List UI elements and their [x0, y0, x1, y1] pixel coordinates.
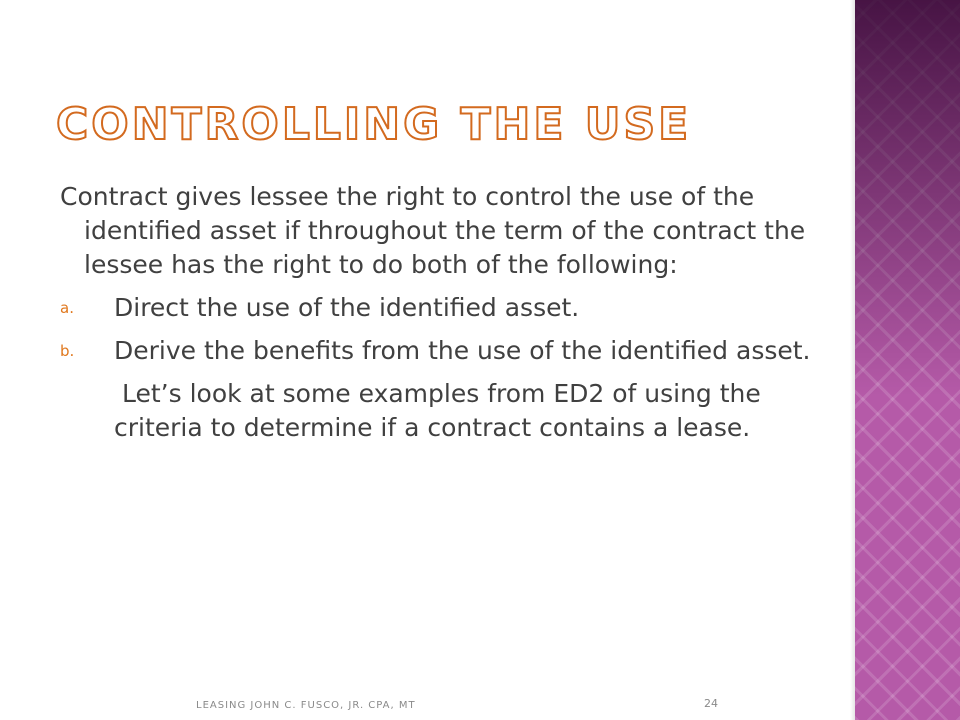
decorative-side-band	[855, 0, 960, 720]
page-number: 24	[704, 697, 718, 710]
intro-paragraph: Contract gives lessee the right to control the use of the identified asset if throughout the term of the contract the lessee has the right to do both of the following:	[60, 182, 806, 279]
list-marker-a: a.	[60, 299, 74, 317]
slide-body	[60, 180, 820, 445]
list-item-text-b: Derive the benefits from the use of the identified asset.	[114, 336, 811, 365]
follow-up-paragraph: Let’s look at some examples from ED2 of using the criteria to determine if a contract contains a lease.	[114, 379, 761, 442]
slide-title: CONTROLLING THE USE	[56, 99, 692, 150]
list-item-a	[60, 291, 820, 325]
list-item-text-a: Direct the use of the identified asset.	[114, 293, 580, 322]
footer-text: LEASING JOHN C. FUSCO, JR. CPA, MT	[196, 700, 416, 711]
list-item-b	[60, 334, 820, 368]
list-marker-b: b.	[60, 342, 75, 360]
